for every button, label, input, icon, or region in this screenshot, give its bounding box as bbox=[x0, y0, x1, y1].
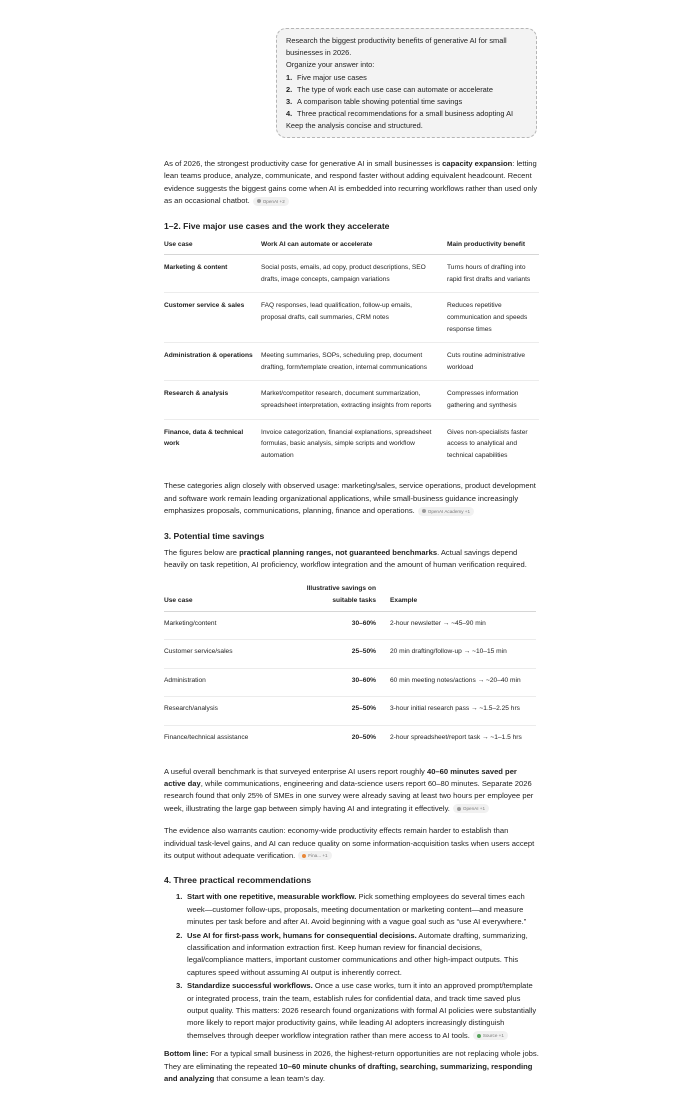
source-icon bbox=[477, 1034, 481, 1038]
time-savings-intro: The figures below are practical planning ranges, not guaranteed benchmarks. Actual savings depend heavily on task repetition, AI proficiency, workflow integration and the amount of human verification required. bbox=[164, 547, 527, 569]
column-header: Work AI can automate or accelerate bbox=[261, 237, 447, 255]
table-header-row bbox=[164, 237, 539, 255]
prompt-list bbox=[286, 72, 526, 121]
table-row: Customer service & sales FAQ responses, lead qualification, follow-up emails, proposal drafts, call summaries, CRM notes Reduces repetitive communication and speeds response times bbox=[164, 293, 539, 343]
table-row: Marketing & content Social posts, emails, ad copy, product descriptions, SEO drafts, image concepts, campaign variations Turns hours of drafting into rapid first drafts and variants bbox=[164, 255, 539, 293]
bottom-line-paragraph: Bottom line: For a typical small business in 2026, the highest-return opportunities are not replacing whole jobs. They are eliminating the repeated 10–60 minute chunks of drafting, searching, summarizing, responding and analyzing that consume a lean team’s day. bbox=[164, 1049, 539, 1084]
list-item: 2. Use AI for first-pass work, humans for consequential decisions. Automate drafting, summarizing, classification and information extraction first. Keep human review for financial decisions, legal/compliance matters, important customer communications and other high-impact outputs. This captures speed without assuming AI output is inherently correct. bbox=[176, 930, 528, 977]
table-row: Research/analysis 25–50% 3-hour initial research pass → ~1.5–2.25 hrs bbox=[164, 697, 536, 726]
recommendations-list bbox=[164, 891, 539, 1042]
assistant-response bbox=[164, 158, 539, 1095]
list-item: 3. Standardize successful workflows. Once a use case works, turn it into an approved prompt/template or integrated process, train the team, establish rules for confidential data, and track time saved plus output quality. This matters: 2026 research found organizations with formal AI policies were substantially more likely to report major productivity gains, while leading AI adopters increasingly distinguish themselves through deeper workflow integration rather than mere access to AI tools. Source +1 bbox=[176, 981, 537, 1040]
categories-paragraph: These categories align closely with observed usage: marketing/sales, service operations, product development and software work remain leading organizational applications, while small-business guidance increasingly emphasizes proposals, communications, planning, finance and operations. OpenAI Academy +1 bbox=[164, 481, 536, 516]
section-heading-recommendations: 4. Three practical recommendations bbox=[164, 875, 312, 886]
table-row: Customer service/sales 25–50% 20 min drafting/follow-up → ~10–15 min bbox=[164, 640, 536, 669]
citation-chip[interactable]: Fina... +1 bbox=[298, 851, 331, 860]
use-cases-table bbox=[164, 237, 539, 469]
table-row: Administration 30–60% 60 min meeting notes/actions → ~20–40 min bbox=[164, 668, 536, 697]
table-row: Research & analysis Market/competitor research, document summarization, spreadsheet interpretation, extracting insights from reports Compresses information gathering and synthesis bbox=[164, 381, 539, 419]
intro-paragraph: As of 2026, the strongest productivity case for generative AI in small businesses is capacity expansion: letting lean teams produce, analyze, communicate, and respond faster without adding equivalent headcount. Recent evidence suggests the biggest gains come when AI is embedded into recurring workflows rather than used only as an occasional chatbot. OpenAI +2 bbox=[164, 159, 538, 206]
prompt-list-item: 1. Five major use cases bbox=[286, 72, 367, 82]
column-header: Illustrative savings on suitable tasks bbox=[284, 581, 390, 611]
table-header-row bbox=[164, 581, 536, 611]
prompt-line-1: Research the biggest productivity benefits of generative AI for small businesses in 2026. bbox=[286, 36, 507, 58]
prompt-line-2: Organize your answer into: bbox=[286, 60, 375, 70]
prompt-list-item: 2. The type of work each use case can automate or accelerate bbox=[286, 84, 493, 94]
table-row: Marketing/content 30–60% 2-hour newsletter → ~45–90 min bbox=[164, 611, 536, 640]
table-row: Finance/technical assistance 20–50% 2-hour spreadsheet/report task → ~1–1.5 hrs bbox=[164, 733, 522, 741]
column-header: Use case bbox=[164, 581, 284, 611]
source-icon bbox=[457, 807, 461, 811]
benchmark-paragraph: A useful overall benchmark is that surveyed enterprise AI users report roughly 40–60 minutes saved per active day, while communications, engineering and data-science users report 60–80 minutes. Separate 2026 research found that only 25% of SMEs in one survey were already saving at least two hours per employee per week, illustrating the large gap between simply having AI and integrating it effectively. OpenAI +1 bbox=[164, 766, 534, 813]
caution-paragraph: The evidence also warrants caution: economy-wide productivity effects remain harder to establish than individual task-level gains, and AI can reduce quality on some information-acquisition tasks when users accept its output without adequate verification. Fina... +1 bbox=[164, 826, 535, 860]
table-row: Administration & operations Meeting summaries, SOPs, scheduling prep, document drafting, form/template creation, internal communications Cuts routine administrative workload bbox=[164, 343, 539, 381]
column-header: Example bbox=[390, 581, 536, 611]
table-row: Finance, data & technical work Invoice categorization, financial explanations, spreadsheet formulas, basic analysis, simple scripts and workflow automation Gives non-specialists faster access to analytical and technical capabilities bbox=[164, 428, 528, 459]
prompt-line-3: Keep the analysis concise and structured. bbox=[286, 121, 423, 131]
section-heading-use-cases: 1–2. Five major use cases and the work they accelerate bbox=[164, 220, 390, 231]
list-item: 1. Start with one repetitive, measurable workflow. Pick something employees do several times each week—customer follow-ups, proposals, meeting documentation or marketing content—and measure minutes per task before and after AI. Avoid beginning with a vague goal such as “use AI everywhere.” bbox=[176, 892, 527, 927]
time-savings-table bbox=[164, 581, 536, 753]
citation-chip[interactable]: OpenAI +2 bbox=[253, 197, 289, 206]
citation-chip[interactable]: OpenAI Academy +1 bbox=[418, 507, 474, 516]
source-icon bbox=[422, 509, 426, 513]
citation-chip[interactable]: OpenAI +1 bbox=[453, 804, 489, 813]
column-header: Use case bbox=[164, 237, 261, 255]
prompt-list-item: 3. A comparison table showing potential time savings bbox=[286, 97, 463, 107]
column-header: Main productivity benefit bbox=[447, 237, 539, 255]
source-icon bbox=[257, 199, 261, 203]
section-heading-time-savings: 3. Potential time savings bbox=[164, 530, 265, 541]
user-prompt-bubble bbox=[276, 28, 537, 138]
prompt-list-item: 4. Three practical recommendations for a small business adopting AI bbox=[286, 109, 514, 119]
citation-chip[interactable]: Source +1 bbox=[473, 1031, 508, 1040]
source-icon bbox=[302, 854, 306, 858]
